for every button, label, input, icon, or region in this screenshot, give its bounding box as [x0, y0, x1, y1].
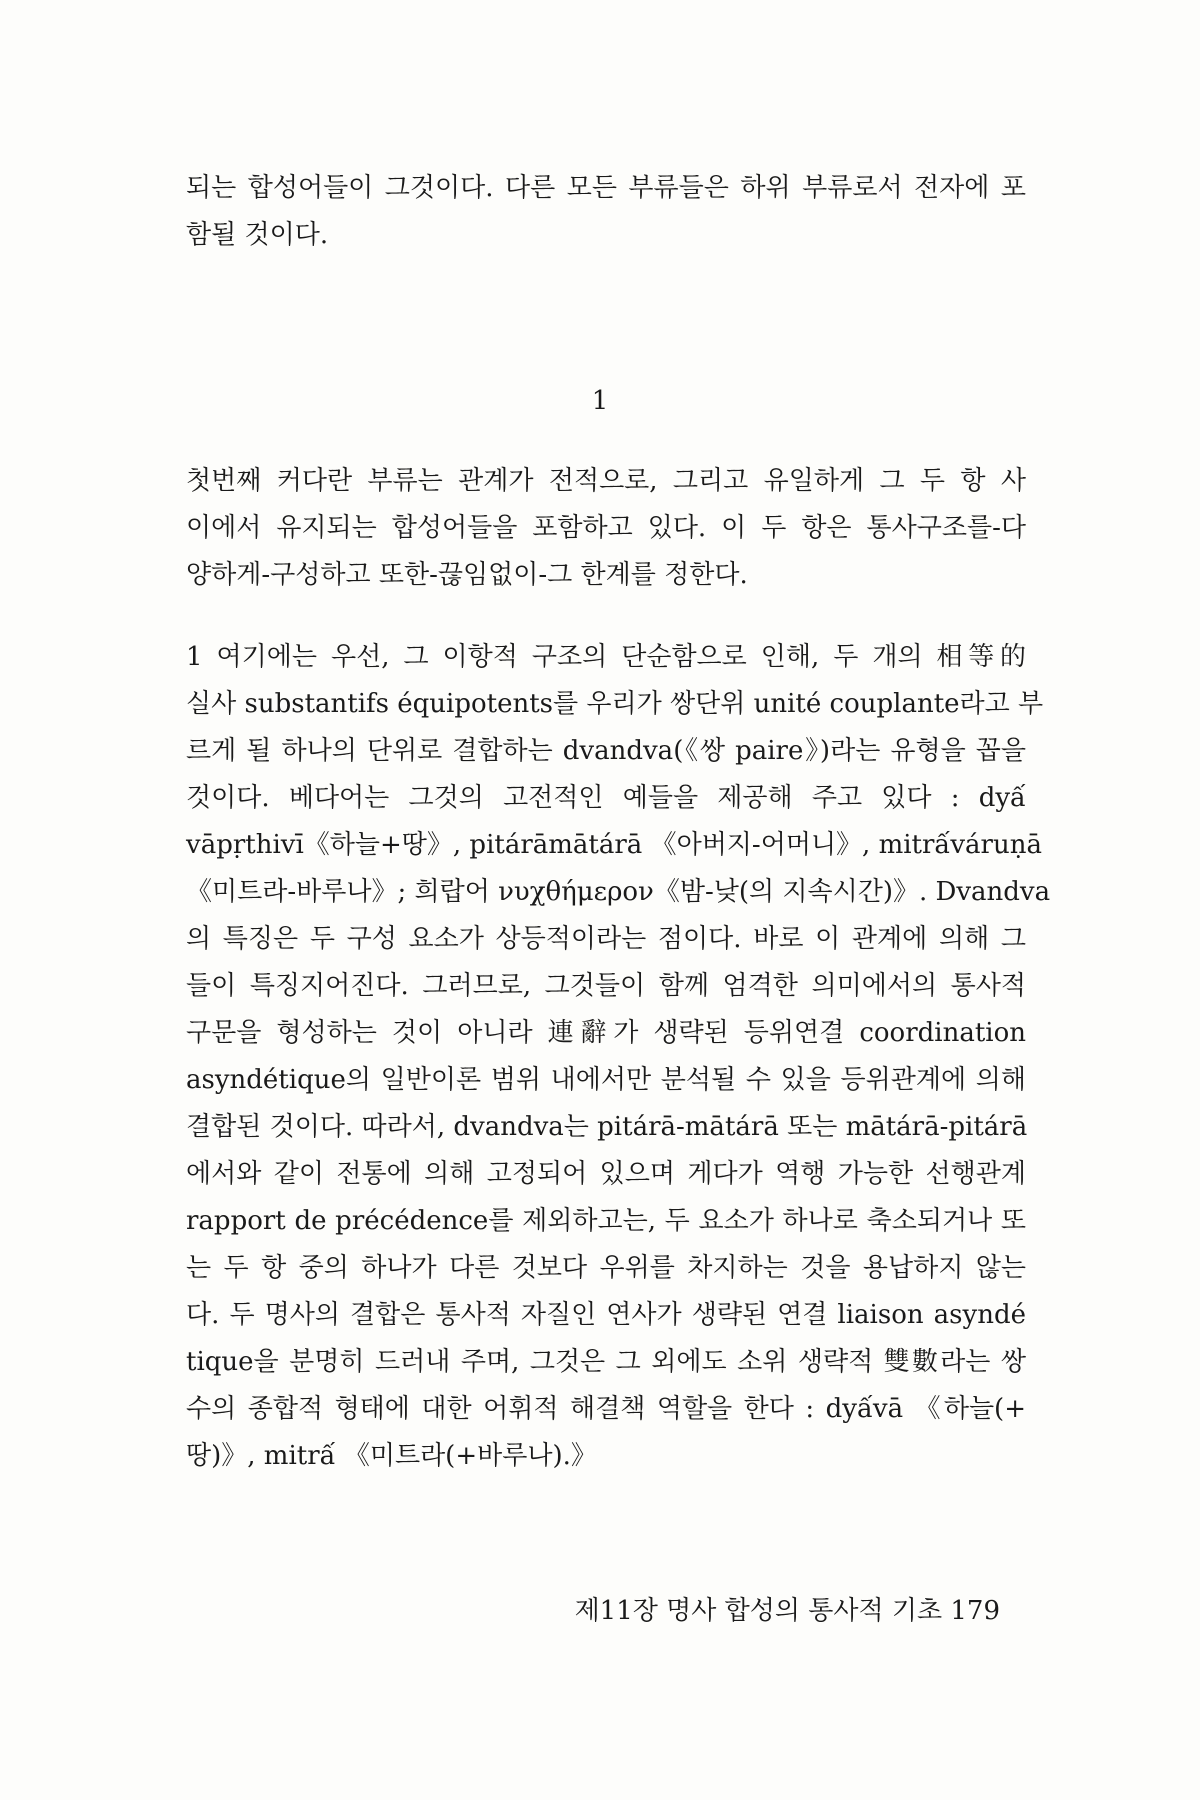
text-line: asyndétique의 일반이론 범위 내에서만 분석될 수 있을 등위관계에 의해 [186, 1065, 1026, 1095]
text-line: 이에서 유지되는 합성어들을 포함하고 있다. 이 두 항은 통사구조를-다 [186, 513, 1026, 543]
text-line: 함될 것이다. [186, 220, 329, 250]
text-line: 르게 될 하나의 단위로 결합하는 dvandva(《쌍 paire》)라는 유형을 꼽을 [186, 736, 1026, 766]
text-line: 의 특징은 두 구성 요소가 상등적이라는 점이다. 바로 이 관계에 의해 그 [186, 924, 1026, 954]
text-line: tique을 분명히 드러내 주며, 그것은 그 외에도 소위 생략적 雙數라는 쌍 [186, 1347, 1026, 1377]
paragraph-2 [186, 634, 1051, 1480]
paragraph-1 [186, 458, 1026, 599]
text-line: 결합된 것이다. 따라서, dvandva는 pitárā-mātárā 또는 mātárā-pitárā [186, 1112, 1028, 1142]
text-line: 양하게-구성하고 또한-끊임없이-그 한계를 정한다. [186, 560, 748, 590]
text-line: 는 두 항 중의 하나가 다른 것보다 우위를 차지하는 것을 용납하지 않는 [186, 1253, 1026, 1283]
text-line: 땅)》, mitrấ 《미트라(+바루나).》 [186, 1441, 597, 1471]
text-line: 수의 종합적 형태에 대한 어휘적 해결책 역할을 한다 : dyấvā 《하늘(+ [186, 1394, 1026, 1424]
section-number: 1 [591, 386, 609, 416]
text-line: 구문을 형성하는 것이 아니라 連辭가 생략된 등위연결 coordination [186, 1018, 1026, 1048]
page-footer: 제11장 명사 합성의 통사적 기초 179 [574, 1596, 1000, 1626]
text-line: rapport de précédence를 제외하고는, 두 요소가 하나로 축소되거나 또 [186, 1206, 1026, 1236]
text-line: 1 여기에는 우선, 그 이항적 구조의 단순함으로 인해, 두 개의 相等的 [186, 642, 1026, 672]
text-line: 첫번째 커다란 부류는 관계가 전적으로, 그리고 유일하게 그 두 항 사 [186, 466, 1026, 496]
text-line: 에서와 같이 전통에 의해 고정되어 있으며 게다가 역행 가능한 선행관계 [186, 1159, 1026, 1189]
text-line: 다. 두 명사의 결합은 통사적 자질인 연사가 생략된 연결 liaison asyndé [186, 1300, 1026, 1330]
intro-text [186, 165, 1026, 259]
text-line: 《미트라-바루나》; 희랍어 νυχθήμερον《밤-낮(의 지속시간)》. Dvandva [186, 877, 1051, 907]
text-line: 들이 특징지어진다. 그러므로, 그것들이 함께 엄격한 의미에서의 통사적 [186, 971, 1026, 1001]
text-line: vāpṛthivī《하늘+땅》, pitárāmātárā 《아버지-어머니》, mitrấváruṇā [186, 830, 1042, 860]
text-line: 실사 substantifs équipotents를 우리가 쌍단위 unité couplante라고 부 [186, 689, 1044, 719]
text-line: 것이다. 베다어는 그것의 고전적인 예들을 제공해 주고 있다 : dyấ [186, 783, 1026, 813]
text-line: 되는 합성어들이 그것이다. 다른 모든 부류들은 하위 부류로서 전자에 포 [186, 173, 1026, 203]
